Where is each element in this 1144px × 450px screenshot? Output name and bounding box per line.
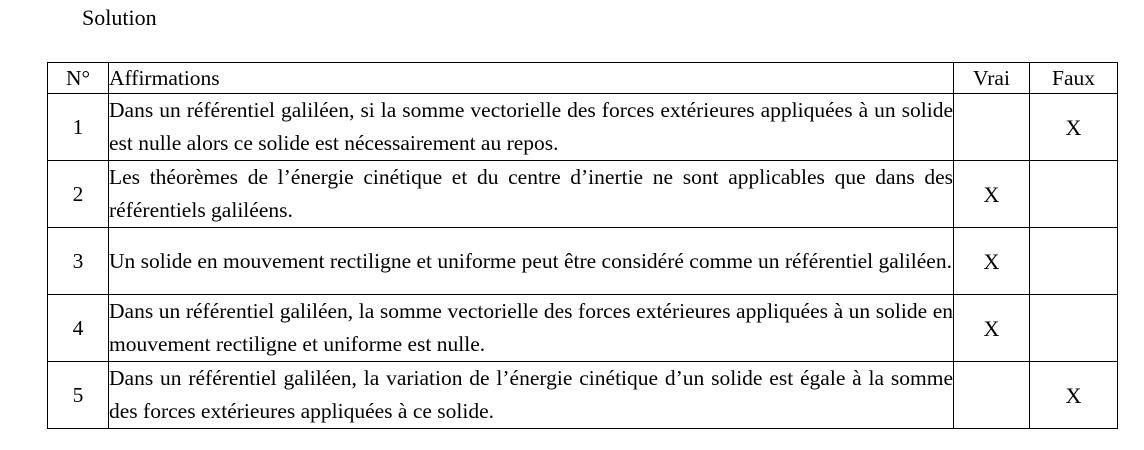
header-faux: Faux — [1030, 63, 1118, 94]
header-affirmations: Affirmations — [109, 63, 954, 94]
row-vrai-mark: X — [954, 295, 1030, 362]
row-number: 3 — [48, 228, 109, 295]
row-vrai-mark — [954, 362, 1030, 429]
table-row — [48, 228, 1118, 295]
row-vrai-mark — [954, 94, 1030, 161]
row-affirmation: Dans un référentiel galiléen, si la somme vectorielle des forces extérieures appliquées à un solide est nulle alors ce solide est nécessairement au repos. — [109, 94, 954, 161]
row-faux-mark: X — [1030, 362, 1118, 429]
row-number: 4 — [48, 295, 109, 362]
table-header-row — [48, 63, 1118, 94]
header-vrai: Vrai — [954, 63, 1030, 94]
table-row — [48, 362, 1118, 429]
header-number: N° — [48, 63, 109, 94]
row-affirmation: Dans un référentiel galiléen, la somme vectorielle des forces extérieures appliquées à un solide en mouvement rectiligne et uniforme est nulle. — [109, 295, 954, 362]
row-affirmation: Dans un référentiel galiléen, la variation de l’énergie cinétique d’un solide est égale à la somme des forces extérieures appliquées à ce solide. — [109, 362, 954, 429]
row-vrai-mark: X — [954, 228, 1030, 295]
row-number: 5 — [48, 362, 109, 429]
row-faux-mark — [1030, 161, 1118, 228]
row-faux-mark: X — [1030, 94, 1118, 161]
table-row — [48, 161, 1118, 228]
row-affirmation: Les théorèmes de l’énergie cinétique et du centre d’inertie ne sont applicables que dans des référentiels galiléens. — [109, 161, 954, 228]
page-title: Solution — [82, 5, 157, 30]
table-row — [48, 295, 1118, 362]
row-number: 1 — [48, 94, 109, 161]
solution-table — [47, 62, 1118, 429]
row-faux-mark — [1030, 228, 1118, 295]
table-row — [48, 94, 1118, 161]
row-affirmation: Un solide en mouvement rectiligne et uniforme peut être considéré comme un référentiel galiléen. — [109, 228, 954, 295]
row-number: 2 — [48, 161, 109, 228]
row-faux-mark — [1030, 295, 1118, 362]
row-vrai-mark: X — [954, 161, 1030, 228]
